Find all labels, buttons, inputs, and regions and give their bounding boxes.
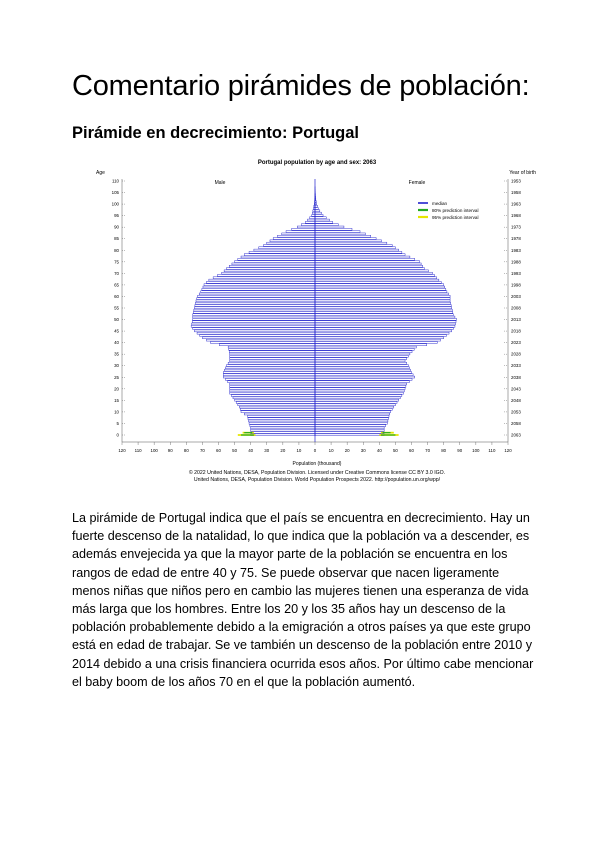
x-tick-label: 100 bbox=[472, 448, 480, 453]
age-tick-label: 80 bbox=[114, 247, 119, 253]
female-bar bbox=[315, 339, 440, 341]
female-bar bbox=[315, 383, 407, 385]
female-bar bbox=[315, 395, 402, 397]
male-bar bbox=[249, 422, 315, 424]
female-bar bbox=[315, 281, 441, 283]
female-bar bbox=[315, 325, 455, 327]
age-tick-label: 25 bbox=[114, 374, 119, 380]
female-bar bbox=[315, 425, 386, 427]
commentary-paragraph: La pirámide de Portugal indica que el país se encuentra en decrecimiento. Hay un fuerte descenso de la natalidad, lo que indica que la población va a descender, es además envejecida ya que la mayor parte de la población se encuentra en los rangos de edad de entre 40 y 75. Se puede observar que nacen ligeramente menos niñas que niños pero en cambio las mujeres tienen una esperanza de vida más larga que los hombres. Entre los 20 y los 35 años hay un descenso de la población probablemente debido a la emigración a otros países ya que este grupo está en edad de trabajar. Se ve también un descenso de la población entre 2010 y 2014 debido a una crisis financiera ocurrida esos años. Por último cabe mencionar el baby boom de los años 70 en el que la población aumentó. bbox=[72, 511, 534, 689]
female-bar bbox=[315, 372, 412, 374]
x-tick-label: 70 bbox=[425, 448, 431, 453]
female-bar bbox=[315, 247, 395, 249]
x-tick-label: 120 bbox=[118, 448, 126, 453]
birth-year-tick-label: 2033 bbox=[511, 363, 521, 369]
male-label: Male bbox=[214, 180, 226, 186]
male-bar bbox=[219, 344, 315, 346]
age-tick-label: 45 bbox=[114, 328, 119, 334]
female-bar bbox=[315, 365, 408, 367]
x-tick-label: 20 bbox=[344, 448, 350, 453]
male-bar bbox=[241, 256, 315, 258]
male-bar bbox=[292, 228, 315, 230]
source-line-1: © 2022 United Nations, DESA, Population Division. Licensed under Creative Commons license CC BY 3.0 IGO. bbox=[188, 470, 446, 476]
male-bar bbox=[235, 399, 315, 401]
male-bar bbox=[230, 388, 315, 390]
female-bar bbox=[315, 226, 344, 228]
male-bar bbox=[206, 281, 315, 283]
male-bar bbox=[230, 383, 315, 385]
female-bar bbox=[315, 415, 389, 417]
male-bar bbox=[267, 242, 315, 244]
female-bar bbox=[315, 337, 444, 339]
male-bar bbox=[238, 258, 315, 260]
x-tick-label: 120 bbox=[504, 448, 512, 453]
female-bar bbox=[315, 404, 395, 406]
male-bar bbox=[223, 376, 315, 378]
male-bar bbox=[193, 318, 315, 320]
female-bar bbox=[315, 256, 410, 258]
male-bar bbox=[301, 224, 315, 226]
female-bar bbox=[315, 254, 405, 256]
female-bar bbox=[315, 228, 352, 230]
birth-year-tick-label: 1978 bbox=[511, 236, 521, 242]
male-bar bbox=[225, 378, 315, 380]
female-bar bbox=[315, 291, 447, 293]
female-bar bbox=[315, 217, 326, 219]
male-bar bbox=[230, 358, 315, 360]
age-tick-label: 5 bbox=[116, 420, 119, 426]
male-bar bbox=[228, 346, 315, 348]
male-bar bbox=[213, 277, 315, 279]
age-tick-label: 105 bbox=[111, 190, 119, 196]
male-bar bbox=[224, 369, 315, 371]
female-bar bbox=[315, 335, 446, 337]
female-bar bbox=[315, 268, 424, 270]
male-bar bbox=[232, 263, 315, 265]
female-bar bbox=[315, 351, 412, 353]
male-bar bbox=[230, 355, 315, 357]
female-bar bbox=[315, 219, 329, 221]
female-bar bbox=[315, 316, 455, 318]
male-bar bbox=[270, 240, 315, 242]
x-tick-label: 30 bbox=[264, 448, 270, 453]
female-bar bbox=[315, 422, 387, 424]
age-tick-label: 85 bbox=[114, 236, 119, 242]
male-bar bbox=[230, 353, 315, 355]
birth-year-axis-label: Year of birth bbox=[509, 170, 536, 176]
legend-label-80: 80% prediction interval bbox=[432, 207, 479, 213]
female-bar bbox=[315, 378, 412, 380]
female-bar bbox=[315, 385, 406, 387]
age-tick-label: 15 bbox=[114, 397, 119, 403]
male-bar bbox=[240, 408, 315, 410]
x-tick-label: 110 bbox=[488, 448, 496, 453]
female-bar bbox=[315, 277, 437, 279]
male-bar bbox=[195, 302, 315, 304]
female-bar bbox=[315, 307, 452, 309]
female-bar bbox=[315, 318, 457, 320]
male-bar bbox=[197, 298, 315, 300]
male-bar bbox=[273, 238, 315, 240]
male-bar bbox=[195, 305, 315, 307]
female-bar bbox=[315, 263, 421, 265]
female-bar bbox=[315, 413, 390, 415]
female-bar bbox=[315, 240, 381, 242]
female-bar bbox=[315, 286, 445, 288]
population-pyramid-figure bbox=[90, 152, 540, 490]
male-bar bbox=[199, 293, 315, 295]
female-bar bbox=[315, 388, 405, 390]
birth-year-tick-label: 2018 bbox=[511, 328, 521, 334]
male-bar bbox=[241, 411, 315, 413]
male-bar bbox=[282, 233, 315, 235]
female-bar bbox=[315, 432, 384, 434]
female-bar bbox=[315, 258, 415, 260]
female-bar bbox=[315, 270, 428, 272]
male-bar bbox=[193, 311, 315, 313]
male-bar bbox=[191, 325, 315, 327]
male-bar bbox=[223, 374, 315, 376]
female-bar bbox=[315, 348, 414, 350]
x-tick-label: 70 bbox=[199, 448, 205, 453]
female-bar bbox=[315, 362, 407, 364]
male-bar bbox=[249, 251, 315, 253]
male-bar bbox=[251, 432, 315, 434]
female-bar bbox=[315, 344, 427, 346]
birth-year-tick-label: 2023 bbox=[511, 340, 521, 346]
male-bar bbox=[244, 413, 315, 415]
female-bar bbox=[315, 402, 397, 404]
female-bar bbox=[315, 332, 449, 334]
female-bar bbox=[315, 272, 432, 274]
birth-year-tick-label: 2058 bbox=[511, 420, 521, 426]
legend-label-median: median bbox=[432, 200, 448, 206]
female-bar bbox=[315, 369, 410, 371]
female-bar bbox=[315, 418, 388, 420]
age-tick-label: 110 bbox=[112, 178, 119, 184]
male-bar bbox=[230, 385, 315, 387]
female-bar bbox=[315, 397, 400, 399]
x-tick-label: 0 bbox=[313, 448, 317, 453]
male-bar bbox=[229, 265, 315, 267]
female-bar bbox=[315, 355, 408, 357]
male-bar bbox=[193, 314, 315, 316]
x-tick-label: 50 bbox=[232, 448, 238, 453]
male-bar bbox=[209, 279, 315, 281]
chart-legend bbox=[418, 201, 478, 220]
x-tick-label: 80 bbox=[441, 448, 447, 453]
male-bar bbox=[193, 328, 315, 330]
female-bar bbox=[315, 205, 317, 207]
x-tick-label: 10 bbox=[328, 448, 334, 453]
female-bar bbox=[315, 214, 323, 216]
x-tick-label: 90 bbox=[457, 448, 463, 453]
male-bar bbox=[251, 434, 315, 436]
female-bar bbox=[315, 231, 360, 233]
female-bar bbox=[315, 212, 321, 214]
female-bar bbox=[315, 298, 450, 300]
male-bar bbox=[277, 235, 315, 237]
birth-year-tick-label: 1963 bbox=[511, 201, 521, 207]
female-bar bbox=[315, 330, 452, 332]
male-bar bbox=[286, 231, 315, 233]
birth-year-tick-label: 1998 bbox=[511, 282, 521, 288]
male-bar bbox=[250, 425, 315, 427]
x-tick-label: 20 bbox=[280, 448, 286, 453]
female-bar bbox=[315, 358, 407, 360]
birth-year-tick-label: 1953 bbox=[511, 178, 521, 184]
female-bar bbox=[315, 408, 392, 410]
male-bar bbox=[312, 214, 315, 216]
birth-year-tick-label: 1968 bbox=[511, 213, 521, 219]
female-bar bbox=[315, 353, 410, 355]
age-tick-label: 10 bbox=[114, 409, 119, 415]
male-bar bbox=[229, 348, 315, 350]
male-bar bbox=[259, 247, 315, 249]
male-bar bbox=[194, 309, 315, 311]
age-tick-label: 20 bbox=[114, 386, 119, 392]
birth-year-tick-label: 2063 bbox=[511, 432, 521, 438]
male-bar bbox=[230, 390, 315, 392]
x-tick-label: 110 bbox=[134, 448, 142, 453]
male-bar bbox=[202, 288, 315, 290]
male-bar bbox=[206, 339, 315, 341]
male-bar bbox=[227, 268, 315, 270]
x-axis-label: Population (thousand) bbox=[292, 461, 342, 467]
birth-year-tick-label: 2038 bbox=[511, 374, 521, 380]
document-title: Comentario pirámides de población: bbox=[72, 70, 530, 102]
male-bar bbox=[236, 402, 315, 404]
birth-year-tick-label: 2013 bbox=[511, 317, 521, 323]
male-bar bbox=[202, 337, 315, 339]
female-bar bbox=[315, 321, 456, 323]
birth-year-tick-label: 1983 bbox=[511, 247, 521, 253]
male-bar bbox=[305, 221, 315, 223]
section-subtitle: Pirámide en decrecimiento: Portugal bbox=[72, 124, 359, 142]
male-bar bbox=[200, 335, 315, 337]
female-bar bbox=[315, 429, 384, 431]
male-bar bbox=[248, 418, 315, 420]
female-bar bbox=[315, 434, 384, 436]
birth-year-tick-label: 2008 bbox=[511, 305, 521, 311]
age-axis-label: Age bbox=[96, 170, 105, 176]
x-tick-label: 50 bbox=[392, 448, 398, 453]
female-bar bbox=[315, 261, 420, 263]
x-tick-label: 60 bbox=[216, 448, 221, 453]
female-bar bbox=[315, 224, 338, 226]
male-bar bbox=[196, 300, 315, 302]
birth-year-tick-label: 1988 bbox=[511, 259, 521, 265]
source-line-2: United Nations, DESA, Population Division. World Population Prospects 2022. http://population.un.org/wpp/ bbox=[193, 477, 441, 483]
x-tick-label: 100 bbox=[150, 448, 158, 453]
female-bar bbox=[315, 399, 399, 401]
male-bar bbox=[235, 261, 315, 263]
male-bar bbox=[310, 217, 315, 219]
female-bar bbox=[315, 411, 391, 413]
male-bar bbox=[217, 275, 315, 277]
x-tick-label: 90 bbox=[167, 448, 173, 453]
male-bar bbox=[203, 286, 315, 288]
female-bar bbox=[315, 265, 423, 267]
male-bar bbox=[249, 420, 315, 422]
male-bar bbox=[194, 307, 315, 309]
female-bar bbox=[315, 279, 439, 281]
female-bar bbox=[315, 309, 452, 311]
birth-year-tick-label: 1993 bbox=[511, 270, 521, 276]
age-tick-label: 40 bbox=[114, 340, 119, 346]
x-tick-label: 80 bbox=[183, 448, 189, 453]
female-bar bbox=[315, 390, 404, 392]
birth-year-tick-label: 2043 bbox=[511, 386, 521, 392]
age-tick-label: 60 bbox=[114, 293, 119, 299]
female-bar bbox=[315, 302, 451, 304]
male-bar bbox=[247, 415, 315, 417]
age-tick-label: 100 bbox=[111, 201, 119, 207]
female-bar bbox=[315, 210, 320, 212]
female-bar bbox=[315, 293, 448, 295]
male-bar bbox=[228, 381, 315, 383]
female-bar bbox=[315, 314, 453, 316]
female-bar bbox=[315, 251, 402, 253]
age-tick-label: 30 bbox=[114, 363, 119, 369]
male-bar bbox=[230, 392, 315, 394]
birth-year-tick-label: 2003 bbox=[511, 293, 521, 299]
female-bar bbox=[315, 392, 403, 394]
male-bar bbox=[238, 404, 315, 406]
male-bar bbox=[224, 270, 315, 272]
female-bar bbox=[315, 305, 451, 307]
male-bar bbox=[244, 254, 315, 256]
x-tick-label: 60 bbox=[409, 448, 414, 453]
male-bar bbox=[193, 316, 315, 318]
birth-year-tick-label: 2028 bbox=[511, 351, 521, 357]
male-bar bbox=[264, 245, 315, 247]
age-tick-label: 55 bbox=[114, 305, 119, 311]
female-bar bbox=[315, 360, 405, 362]
male-bar bbox=[297, 226, 315, 228]
male-bar bbox=[251, 429, 315, 431]
female-bar bbox=[315, 238, 376, 240]
male-bar bbox=[228, 362, 315, 364]
female-bar bbox=[315, 235, 371, 237]
population-pyramid-chart bbox=[90, 152, 540, 490]
male-bar bbox=[227, 365, 315, 367]
x-tick-label: 10 bbox=[296, 448, 302, 453]
female-bar bbox=[315, 311, 453, 313]
male-bar bbox=[230, 360, 315, 362]
female-bar bbox=[315, 295, 450, 297]
female-bar bbox=[315, 323, 455, 325]
female-bar bbox=[315, 300, 450, 302]
male-bar bbox=[197, 332, 315, 334]
male-bar bbox=[201, 291, 315, 293]
female-bar bbox=[315, 341, 437, 343]
male-bar bbox=[192, 323, 315, 325]
birth-year-tick-label: 1973 bbox=[511, 224, 521, 230]
age-tick-label: 75 bbox=[114, 259, 119, 265]
female-bar bbox=[315, 376, 415, 378]
male-bar bbox=[223, 372, 315, 374]
x-tick-label: 40 bbox=[376, 448, 382, 453]
female-bar bbox=[315, 374, 413, 376]
male-bar bbox=[194, 330, 315, 332]
female-bar bbox=[315, 406, 394, 408]
age-tick-label: 65 bbox=[114, 282, 119, 288]
age-tick-label: 70 bbox=[114, 270, 119, 276]
age-tick-label: 50 bbox=[114, 317, 119, 323]
male-bar bbox=[204, 284, 315, 286]
age-tick-label: 90 bbox=[114, 224, 119, 230]
legend-label-95: 95% prediction interval bbox=[432, 214, 479, 220]
female-bar bbox=[315, 381, 409, 383]
age-tick-label: 95 bbox=[114, 213, 119, 219]
female-bar bbox=[315, 284, 444, 286]
female-bar bbox=[315, 427, 384, 429]
age-tick-label: 0 bbox=[116, 432, 119, 438]
male-bar bbox=[254, 249, 315, 251]
female-bar bbox=[315, 245, 392, 247]
male-bar bbox=[307, 219, 315, 221]
male-bar bbox=[233, 397, 315, 399]
birth-year-tick-label: 2048 bbox=[511, 397, 521, 403]
female-bar bbox=[315, 346, 416, 348]
male-bar bbox=[222, 272, 315, 274]
male-bar bbox=[225, 367, 315, 369]
birth-year-tick-label: 2053 bbox=[511, 409, 521, 415]
female-bar bbox=[315, 275, 435, 277]
female-label: Female bbox=[408, 180, 426, 186]
female-bar bbox=[315, 233, 365, 235]
male-bar bbox=[210, 341, 315, 343]
female-bar bbox=[315, 420, 388, 422]
female-bar bbox=[315, 288, 446, 290]
male-bar bbox=[229, 351, 315, 353]
female-bar bbox=[315, 367, 409, 369]
male-bar bbox=[239, 406, 315, 408]
male-bar bbox=[198, 295, 315, 297]
x-tick-label: 30 bbox=[360, 448, 366, 453]
female-bar bbox=[315, 242, 387, 244]
x-tick-label: 40 bbox=[248, 448, 254, 453]
female-bar bbox=[315, 328, 453, 330]
male-bar bbox=[251, 427, 315, 429]
female-bar bbox=[315, 208, 318, 210]
chart-title: Portugal population by age and sex: 2063 bbox=[257, 160, 377, 166]
male-bar bbox=[231, 395, 315, 397]
female-bar bbox=[315, 221, 333, 223]
birth-year-tick-label: 1958 bbox=[511, 190, 521, 196]
male-bar bbox=[312, 212, 315, 214]
female-bar bbox=[315, 249, 399, 251]
male-bar bbox=[192, 321, 315, 323]
age-tick-label: 35 bbox=[114, 351, 119, 357]
